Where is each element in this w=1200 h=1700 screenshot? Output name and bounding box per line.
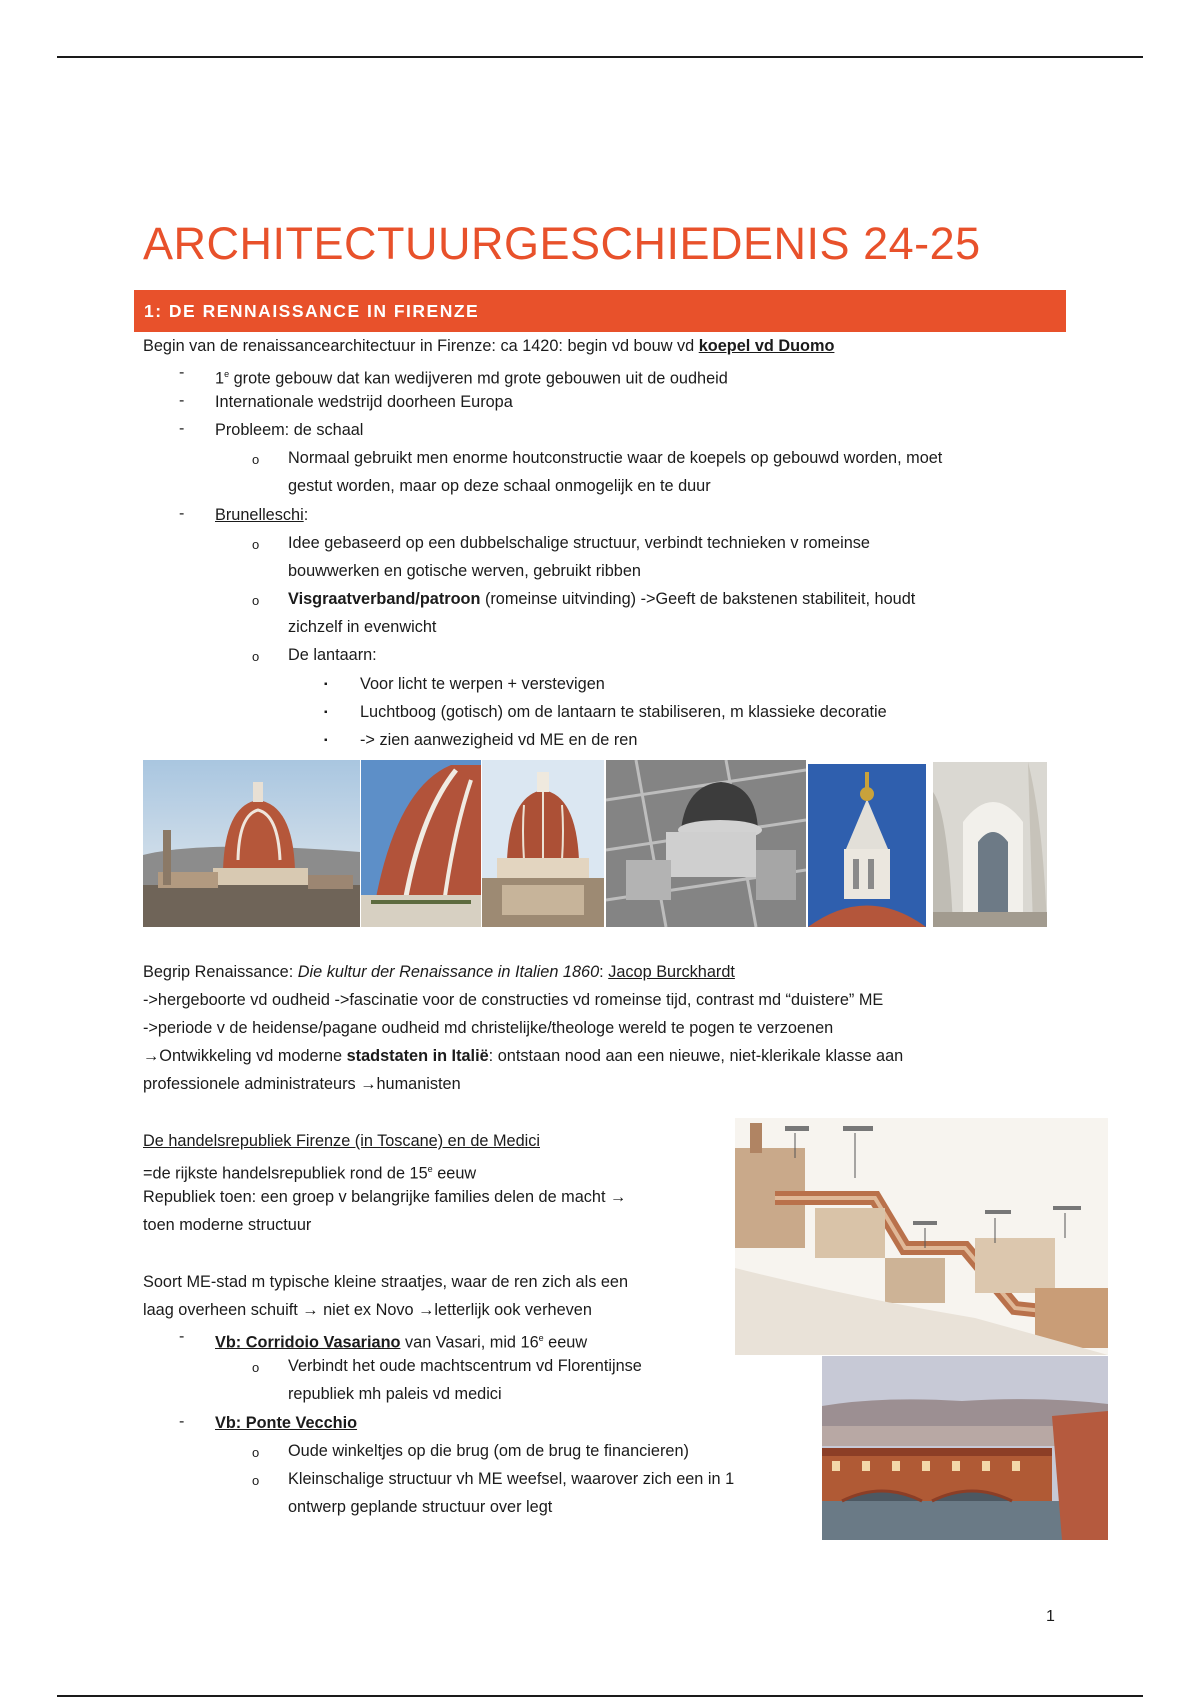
ponte-vecchio-photo [822,1356,1108,1540]
list-item: 1e grote gebouw dat kan wedijveren md grote gebouwen uit de oudheid [215,369,728,388]
intro-text: Begin van de renaissancearchitectuur in Firenze: ca 1420: begin vd bouw vd [143,337,699,355]
lantern-photo [808,764,926,927]
circle-marker: o [252,537,260,552]
square-marker: ▪ [324,679,328,690]
corridoio-illustration [735,1118,1108,1355]
sub-item: Verbindt het oude machtscentrum vd Florentijnse [288,1357,642,1375]
sub-item-cont: ontwerp geplande structuur over legt [288,1498,553,1516]
koepel-link: koepel vd Duomo [698,337,835,355]
intro-line [143,336,834,356]
circle-marker: o [252,593,260,608]
handels-text: =de rijkste handelsrepubliek rond de 15e eeuw [143,1164,477,1183]
vb-corridoio: Vb: Corridoio Vasariano van Vasari, mid 16e eeuw [215,1333,588,1352]
dash-marker: - [179,1328,185,1345]
handels-text: toen moderne structuur [143,1216,312,1234]
book-title: Die kultur der Renaissance in Italien 1860 [297,963,600,981]
circle-marker: o [252,452,260,467]
dash-marker: - [179,1413,185,1430]
sub-item: Kleinschalige structuur vh ME weefsel, waarover zich een in 1 [288,1470,735,1488]
lantaarn-item: -> zien aanwezigheid vd ME en de ren [360,731,638,749]
dash-marker: - [179,420,185,437]
ontwikkeling-cont: professionele administrateurs →humanisten [143,1075,461,1093]
brunelleschi-name: Brunelleschi [215,506,304,524]
document-title: ARCHITECTUURGESCHIEDENIS 24-25 [143,218,981,269]
vb-ponte-vecchio: Vb: Ponte Vecchio [215,1414,358,1432]
begrip-text: ->periode v de heidense/pagane oudheid md christelijke/theologe wereld te pogen te verzoenen [143,1019,834,1037]
sub-item: Visgraatverband/patroon (romeinse uitvinding) ->Geeft de bakstenen stabiliteit, houdt [288,590,916,608]
sub-item-cont: zichzelf in evenwicht [288,618,437,636]
sub-item-cont: bouwwerken en gotische werven, gebruikt ribben [288,562,641,580]
sub-item: Oude winkeltjes op die brug (om de brug te financieren) [288,1442,689,1460]
header-rule [57,56,1143,58]
dome-closeup-photo [361,760,481,927]
sub-item: Normaal gebruikt men enorme houtconstructie waar de koepels op gebouwd worden, moet [288,449,943,467]
author-name: Jacop Burckhardt [608,963,735,981]
lantaarn-item: Voor licht te werpen + verstevigen [360,675,605,693]
list-item: Probleem: de schaal [215,421,364,439]
handels-heading: De handelsrepubliek Firenze (in Toscane) en de Medici [143,1132,540,1150]
brunelleschi-item: Brunelleschi: [215,506,309,524]
sub-item: De lantaarn: [288,646,377,664]
circle-marker: o [252,649,260,664]
begrip-text: ->hergeboorte vd oudheid ->fascinatie voor de constructies vd romeinse tijd, contrast md “duistere” ME [143,991,884,1009]
list-item: Internationale wedstrijd doorheen Europa [215,393,513,411]
square-marker: ▪ [324,735,328,746]
buttress-photo [933,762,1047,927]
duomo-skyline-photo [143,760,360,927]
square-marker: ▪ [324,707,328,718]
footer-rule [57,1695,1143,1697]
sub-item-cont: gestut worden, maar op deze schaal onmogelijk en te duur [288,477,711,495]
handels-text: Republiek toen: een groep v belangrijke families delen de macht → [143,1188,627,1206]
dash-marker: - [179,364,185,381]
page-number: 1 [1046,1608,1055,1625]
soort-text: laag overheen schuift → niet ex Novo →letterlijk ook verheven [143,1301,592,1319]
aerial-bw-photo [606,760,806,927]
circle-marker: o [252,1445,260,1460]
dash-marker: - [179,505,185,522]
duomo-front-photo [482,760,604,927]
circle-marker: o [252,1360,260,1375]
dash-marker: - [179,392,185,409]
circle-marker: o [252,1473,260,1488]
sub-item: Idee gebaseerd op een dubbelschalige structuur, verbindt technieken v romeinse [288,534,870,552]
soort-text: Soort ME-stad m typische kleine straatjes, waar de ren zich als een [143,1273,629,1291]
sub-item-cont: republiek mh paleis vd medici [288,1385,502,1403]
section-heading: 1: DE RENNAISSANCE IN FIRENZE [134,290,1066,332]
ontwikkeling-line: →Ontwikkeling vd moderne stadstaten in Italië: ontstaan nood aan een nieuwe, niet-klerikale klasse aan [143,1047,904,1065]
begrip-line: Begrip Renaissance: Die kultur der Renaissance in Italien 1860: Jacop Burckhardt [143,963,735,981]
lantaarn-item: Luchtboog (gotisch) om de lantaarn te stabiliseren, m klassieke decoratie [360,703,887,721]
